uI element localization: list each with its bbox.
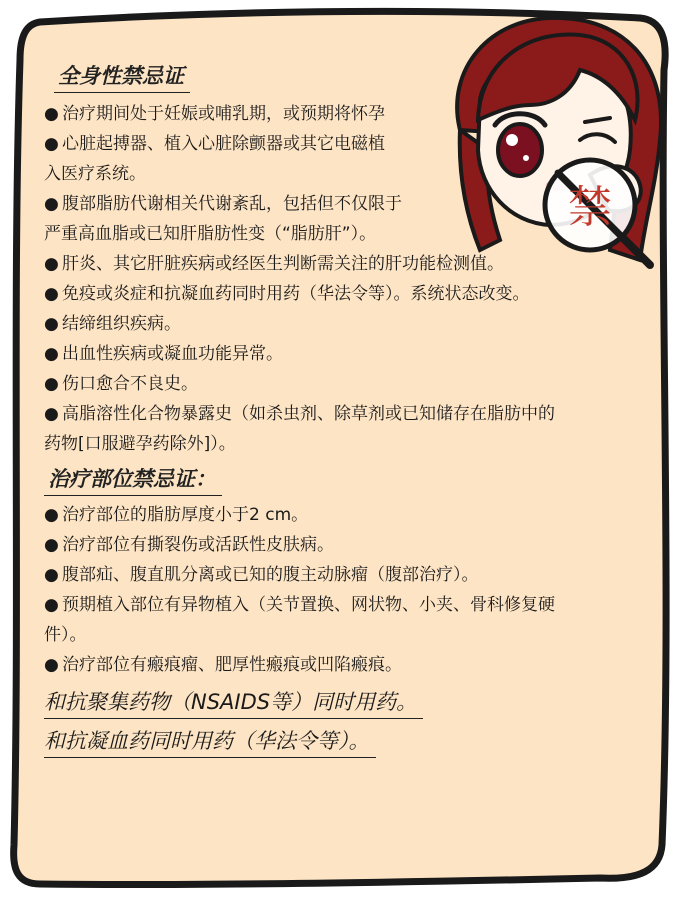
list-item-text: 治疗部位有撕裂伤或活跃性皮肤病。: [62, 535, 334, 555]
footer-line-2: 和抗凝血药同时用药（华法令等）。: [44, 725, 376, 758]
bullet-icon: ●: [44, 565, 59, 585]
list-item-text: 治疗期间处于妊娠或哺乳期，或预期将怀孕: [62, 104, 385, 124]
section-1-title: 全身性禁忌证: [54, 60, 190, 93]
bullet-icon: ●: [44, 655, 59, 675]
list-item-text: 治疗部位有瘢痕瘤、肥厚性瘢痕或凹陷瘢痕。: [62, 655, 402, 675]
list-item: [44, 590, 654, 620]
list-item-continuation: [44, 620, 654, 650]
list-item: [44, 530, 654, 560]
list-item-text: 药物[口服避孕药除外]）。: [44, 434, 236, 454]
list-item-text: 预期植入部位有异物植入（关节置换、网状物、小夹、骨科修复硬: [62, 595, 555, 615]
list-item-text: 出血性疾病或凝血功能异常。: [62, 344, 283, 364]
list-item: [44, 309, 654, 339]
bullet-icon: ●: [44, 505, 59, 525]
content: [44, 60, 654, 758]
list-item: [44, 339, 654, 369]
list-item-continuation: [44, 159, 654, 189]
bullet-icon: ●: [44, 134, 59, 154]
list-item-text: 腹部脂肪代谢相关代谢紊乱，包括但不仅限于: [62, 194, 402, 214]
list-item-continuation: [44, 429, 654, 459]
bullet-icon: ●: [44, 104, 59, 124]
list-item: [44, 500, 654, 530]
bullet-icon: ●: [44, 314, 59, 334]
list-item-text: 肝炎、其它肝脏疾病或经医生判断需关注的肝功能检测值。: [62, 254, 504, 274]
list-item: [44, 560, 654, 590]
list-item: [44, 99, 654, 129]
bullet-icon: ●: [44, 595, 59, 615]
list-item-text: 严重高血脂或已知肝脂肪性变（“脂肪肝”）。: [44, 224, 377, 244]
stamp-text: 禁: [568, 182, 612, 233]
list-item: [44, 189, 654, 219]
section-2-title: 治疗部位禁忌证：: [44, 463, 222, 496]
list-item-text: 入医疗系统。: [44, 164, 146, 184]
list-item-text: 结缔组织疾病。: [62, 314, 181, 334]
list-item: [44, 399, 654, 429]
section-2-list: [44, 500, 654, 680]
bullet-icon: ●: [44, 374, 59, 394]
list-item: [44, 249, 654, 279]
bullet-icon: ●: [44, 254, 59, 274]
list-item: [44, 129, 654, 159]
list-item-text: 高脂溶性化合物暴露史（如杀虫剂、除草剂或已知储存在脂肪中的: [62, 404, 555, 424]
list-item-text: 治疗部位的脂肪厚度小于2 cm。: [62, 505, 309, 525]
list-item: [44, 650, 654, 680]
bullet-icon: ●: [44, 344, 59, 364]
list-item-text: 件）。: [44, 625, 87, 645]
footer-line-1: 和抗聚集药物（NSAIDS等）同时用药。: [44, 686, 423, 719]
list-item: [44, 369, 654, 399]
list-item-text: 伤口愈合不良史。: [62, 374, 198, 394]
bullet-icon: ●: [44, 194, 59, 214]
bullet-icon: ●: [44, 404, 59, 424]
bullet-icon: ●: [44, 535, 59, 555]
list-item-continuation: [44, 219, 654, 249]
list-item: [44, 279, 654, 309]
list-item-text: 腹部疝、腹直肌分离或已知的腹主动脉瘤（腹部治疗）。: [62, 565, 479, 585]
list-item-text: 免疫或炎症和抗凝血药同时用药（华法令等）。系统状态改变。: [62, 284, 530, 304]
list-item-text: 心脏起搏器、植入心脏除颤器或其它电磁植: [62, 134, 385, 154]
section-1-list: [44, 99, 654, 459]
bullet-icon: ●: [44, 284, 59, 304]
